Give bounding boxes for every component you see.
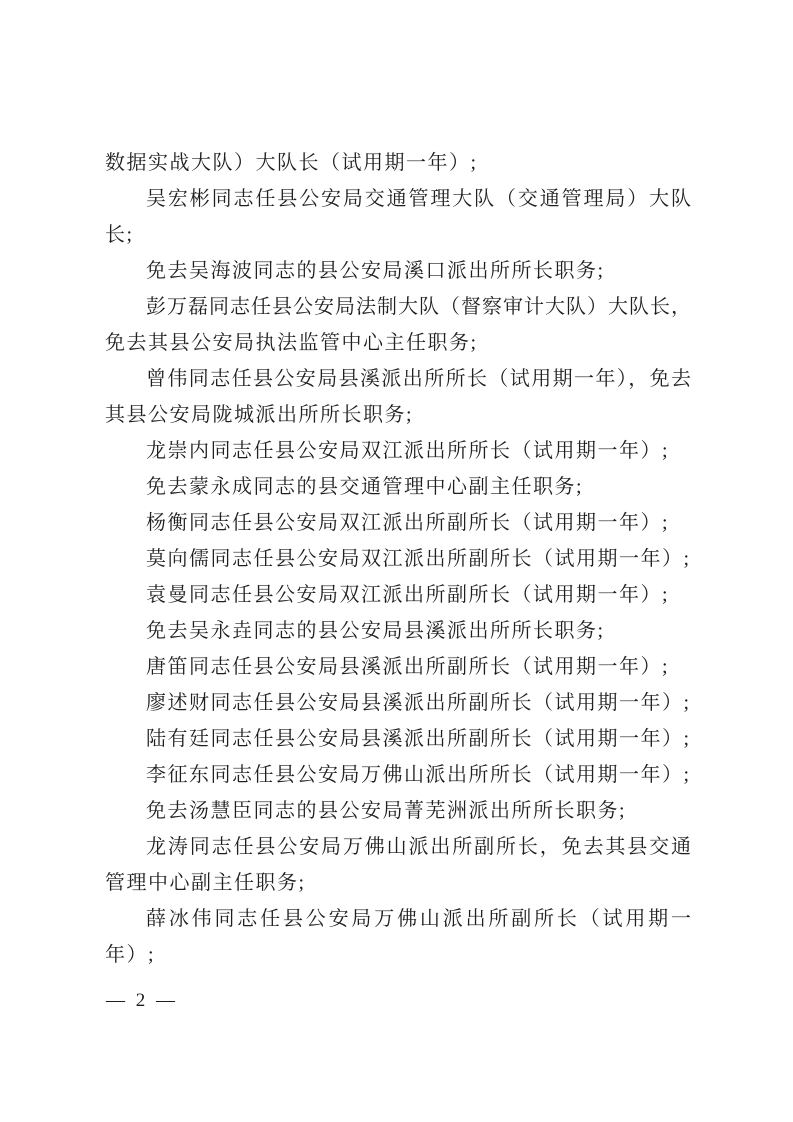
document-line: 陆有廷同志任县公安局县溪派出所副所长（试用期一年）;	[146, 728, 691, 750]
document-line: 管理中心副主任职务;	[105, 872, 306, 894]
document-line: 杨衡同志任县公安局双江派出所副所长（试用期一年）;	[146, 512, 670, 534]
document-line: 年）;	[105, 944, 156, 966]
document-line: 其县公安局陇城派出所所长职务;	[105, 404, 414, 426]
document-line: 李征东同志任县公安局万佛山派出所所长（试用期一年）;	[146, 764, 691, 786]
document-line: 数据实战大队）大队长（试用期一年）;	[105, 152, 478, 174]
page-number: — 2 —	[106, 990, 178, 1011]
document-line: 免去吴永垚同志的县公安局县溪派出所所长职务;	[146, 620, 605, 642]
document-line: 曾伟同志任县公安局县溪派出所所长（试用期一年），免去	[146, 368, 691, 390]
document-line: 免去蒙永成同志的县交通管理中心副主任职务;	[146, 476, 584, 498]
document-line: 免去汤慧臣同志的县公安局菁芜洲派出所所长职务;	[146, 800, 627, 822]
document-line: 长;	[105, 224, 134, 246]
document-line: 莫向儒同志任县公安局双江派出所副所长（试用期一年）;	[146, 548, 691, 570]
document-line: 龙涛同志任县公安局万佛山派出所副所长，免去其县交通	[146, 836, 691, 858]
document-line: 唐笛同志任县公安局县溪派出所副所长（试用期一年）;	[146, 656, 670, 678]
document-line: 袁曼同志任县公安局双江派出所副所长（试用期一年）;	[146, 584, 670, 606]
document-line: 免去吴海波同志的县公安局溪口派出所所长职务;	[146, 260, 605, 282]
document-line: 免去其县公安局执法监管中心主任职务;	[105, 332, 478, 354]
document-line: 薛冰伟同志任县公安局万佛山派出所副所长（试用期一	[146, 908, 691, 930]
document-line: 廖述财同志任县公安局县溪派出所副所长（试用期一年）;	[146, 692, 691, 714]
document-line: 吴宏彬同志任县公安局交通管理大队（交通管理局）大队	[146, 188, 691, 210]
document-line: 龙崇内同志任县公安局双江派出所所长（试用期一年）;	[146, 440, 670, 462]
document-line: 彭万磊同志任县公安局法制大队（督察审计大队）大队长，	[146, 296, 691, 318]
document-body	[105, 145, 691, 973]
